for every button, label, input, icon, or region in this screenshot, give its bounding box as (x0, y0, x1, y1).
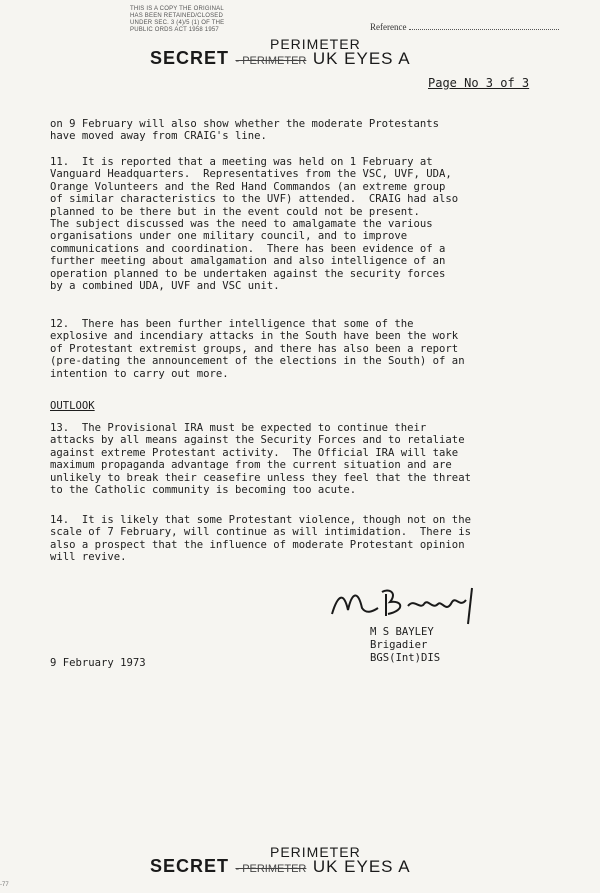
secret-marking: SECRET (150, 856, 230, 876)
classification-footer (150, 844, 411, 877)
paragraph-14: 14. It is likely that some Protestant violence, though not on the scale of 7 February, will continue as will intimidation. There is also a prospect that the influence of moderate Protestant opinion will revive. (50, 514, 471, 564)
reference-field (370, 22, 559, 32)
paragraph-intro: on 9 February will also show whether the moderate Protestants have moved away from CRAIG's line. (50, 118, 440, 143)
stamp-line: PUBLIC ORDS ACT 1958 1957 (130, 27, 219, 33)
outlook-heading: OUTLOOK (50, 400, 95, 412)
perimeter-marking: PERIMETER (270, 844, 361, 860)
paragraph-13: 13. The Provisional IRA must be expected to continue their attacks by all means against the Security Forces and to retaliate against extreme Protestant activity. The Official IRA will take maximum propaganda advantage from the current situation and are unlikely to break their ceasefire unless they feel that the threat to the Catholic community is becoming too acute. (50, 422, 471, 497)
handwritten-signature (328, 584, 488, 628)
signatory-block (370, 626, 440, 665)
stamp-line: HAS BEEN RETAINED/CLOSED (130, 13, 224, 19)
struck-marking: - PERIMETER (235, 55, 307, 67)
uk-eyes-marking: UK EYES A (312, 49, 411, 68)
signatory-name: M S BAYLEY (370, 626, 434, 638)
struck-marking: - PERIMETER (235, 863, 307, 875)
retention-stamp (130, 6, 255, 34)
paragraph-11: 11. It is reported that a meeting was held on 1 February at Vanguard Headquarters. Representatives from the VSC, UVF, UDA, Orange Volunteers and the Red Hand Commandos (an extreme group of similar characteristics to the UVF) attended. CRAIG had also planned to be there but in the event could not be present. The subject discussed was the need to amalgamate the various organisations under one military council, and to improve communications and coordination. There has been evidence of a further meeting about amalgamation and also intelligence of an operation planned to be undertaken against the security forces by a combined UDA, UVF and VSC unit. (50, 156, 459, 293)
uk-eyes-marking: UK EYES A (312, 857, 411, 876)
signatory-post: BGS(Int)DIS (370, 652, 441, 664)
signatory-rank: Brigadier (370, 639, 428, 651)
stamp-line: THIS IS A COPY THE ORIGINAL (130, 6, 224, 12)
page-number: Page No 3 of 3 (428, 76, 530, 90)
document-date: 9 February 1973 (50, 657, 146, 669)
stamp-line: UNDER SEC. 3 (4)/5 (1) OF THE (130, 20, 225, 26)
reference-label: Reference (370, 22, 407, 32)
reference-dots (409, 29, 559, 30)
margin-mark: -77 (0, 882, 9, 888)
perimeter-marking: PERIMETER (270, 36, 361, 52)
secret-marking: SECRET (150, 48, 230, 68)
classification-header (150, 36, 411, 69)
paragraph-12: 12. There has been further intelligence that some of the explosive and incendiary attacks in the South have been the work of Protestant extremist groups, and there has also been a report (pre-dating the announcement of the elections in the South) of an intention to carry out more. (50, 318, 465, 380)
